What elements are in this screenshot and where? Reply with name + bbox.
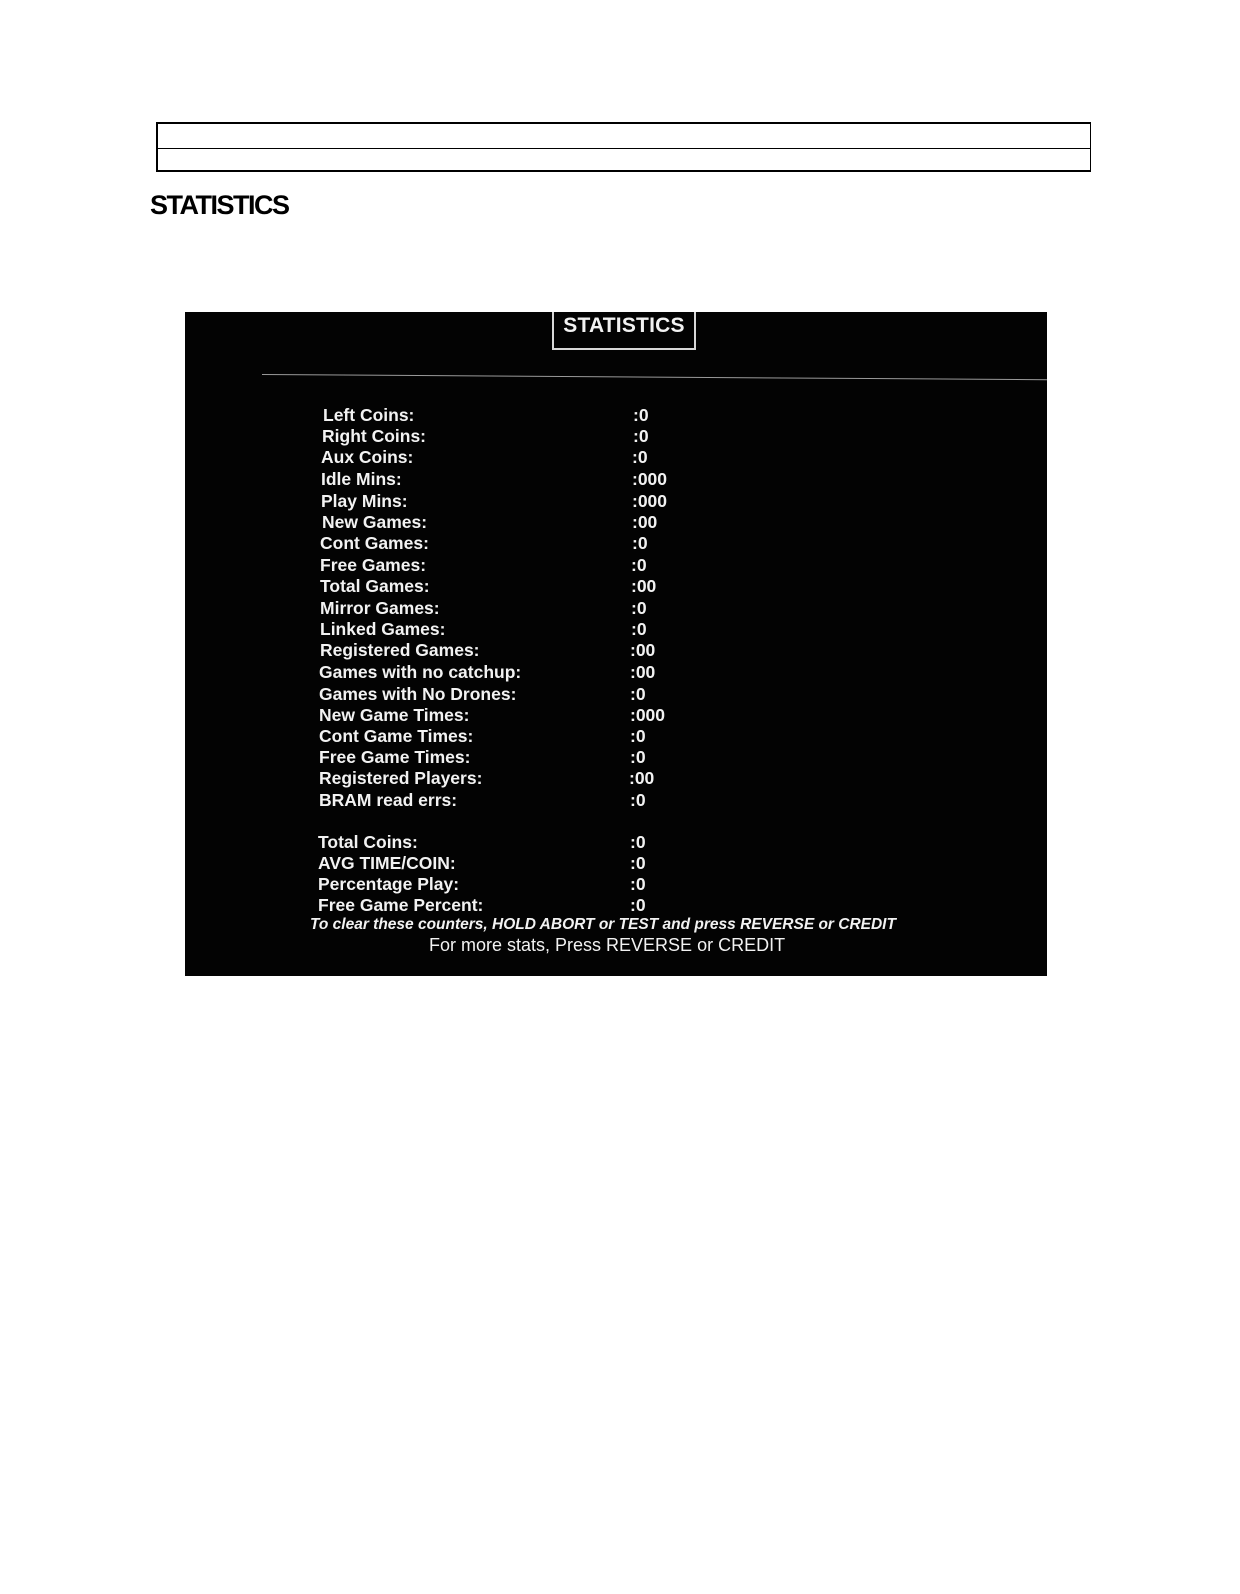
stat-value: :0 bbox=[630, 684, 646, 704]
stat-value: :000 bbox=[632, 491, 668, 511]
statistics-screen bbox=[185, 312, 1047, 976]
stat-label: Free Games: bbox=[320, 555, 427, 575]
stat-label: Linked Games: bbox=[320, 619, 446, 639]
stat-label: Free Game Percent: bbox=[318, 895, 484, 915]
stat-label: Idle Mins: bbox=[321, 469, 402, 489]
header-table-row bbox=[158, 149, 1090, 173]
stat-value: :00 bbox=[632, 512, 658, 532]
stat-value: :0 bbox=[632, 447, 648, 467]
stat-value: :0 bbox=[630, 790, 646, 810]
stat-label: Right Coins: bbox=[322, 426, 427, 446]
stat-label: Cont Game Times: bbox=[319, 726, 474, 746]
stat-value: :000 bbox=[630, 705, 666, 725]
stat-value: :0 bbox=[633, 426, 649, 446]
clear-counters-instructions: To clear these counters, HOLD ABORT or TEST and press REVERSE or CREDIT bbox=[310, 916, 896, 933]
stat-value: :00 bbox=[630, 640, 656, 660]
stat-value: :0 bbox=[630, 832, 646, 852]
screen-title-box bbox=[552, 312, 696, 350]
stat-value: :0 bbox=[632, 533, 648, 553]
stat-value: :0 bbox=[630, 895, 646, 915]
stat-label: Games with no catchup: bbox=[319, 662, 522, 682]
stat-value: :0 bbox=[631, 555, 647, 575]
stat-label: Registered Players: bbox=[319, 768, 483, 788]
stat-label: Games with No Drones: bbox=[319, 684, 517, 704]
screen-title: STATISTICS bbox=[563, 314, 685, 337]
stat-label: Mirror Games: bbox=[320, 598, 440, 618]
stat-value: :0 bbox=[630, 747, 646, 767]
stat-label: Left Coins: bbox=[323, 405, 415, 425]
stat-value: :0 bbox=[630, 853, 646, 873]
stat-label: Free Game Times: bbox=[319, 747, 471, 767]
header-table bbox=[156, 122, 1091, 172]
stat-label: Cont Games: bbox=[320, 533, 429, 553]
stat-label: Registered Games: bbox=[320, 640, 480, 660]
stat-label: AVG TIME/COIN: bbox=[318, 853, 456, 873]
stat-value: :00 bbox=[629, 768, 655, 788]
more-stats-prompt: For more stats, Press REVERSE or CREDIT bbox=[429, 935, 786, 955]
stat-label: Total Coins: bbox=[318, 832, 418, 852]
stat-value: :00 bbox=[630, 662, 656, 682]
stat-label: Percentage Play: bbox=[318, 874, 460, 894]
header-table-row bbox=[158, 124, 1090, 149]
stat-label: Play Mins: bbox=[321, 491, 408, 511]
stat-label: Total Games: bbox=[320, 576, 430, 596]
stat-value: :0 bbox=[633, 405, 649, 425]
stat-label: BRAM read errs: bbox=[319, 790, 458, 810]
stat-label: New Games: bbox=[322, 512, 428, 532]
divider bbox=[262, 374, 1047, 380]
stat-value: :000 bbox=[632, 469, 668, 489]
stat-value: :00 bbox=[631, 576, 657, 596]
section-heading: STATISTICS bbox=[150, 190, 289, 220]
stat-label: Aux Coins: bbox=[321, 447, 414, 467]
stat-label: New Game Times: bbox=[319, 705, 470, 725]
stat-value: :0 bbox=[631, 598, 647, 618]
stat-value: :0 bbox=[631, 619, 647, 639]
stat-value: :0 bbox=[630, 726, 646, 746]
stat-value: :0 bbox=[630, 874, 646, 894]
